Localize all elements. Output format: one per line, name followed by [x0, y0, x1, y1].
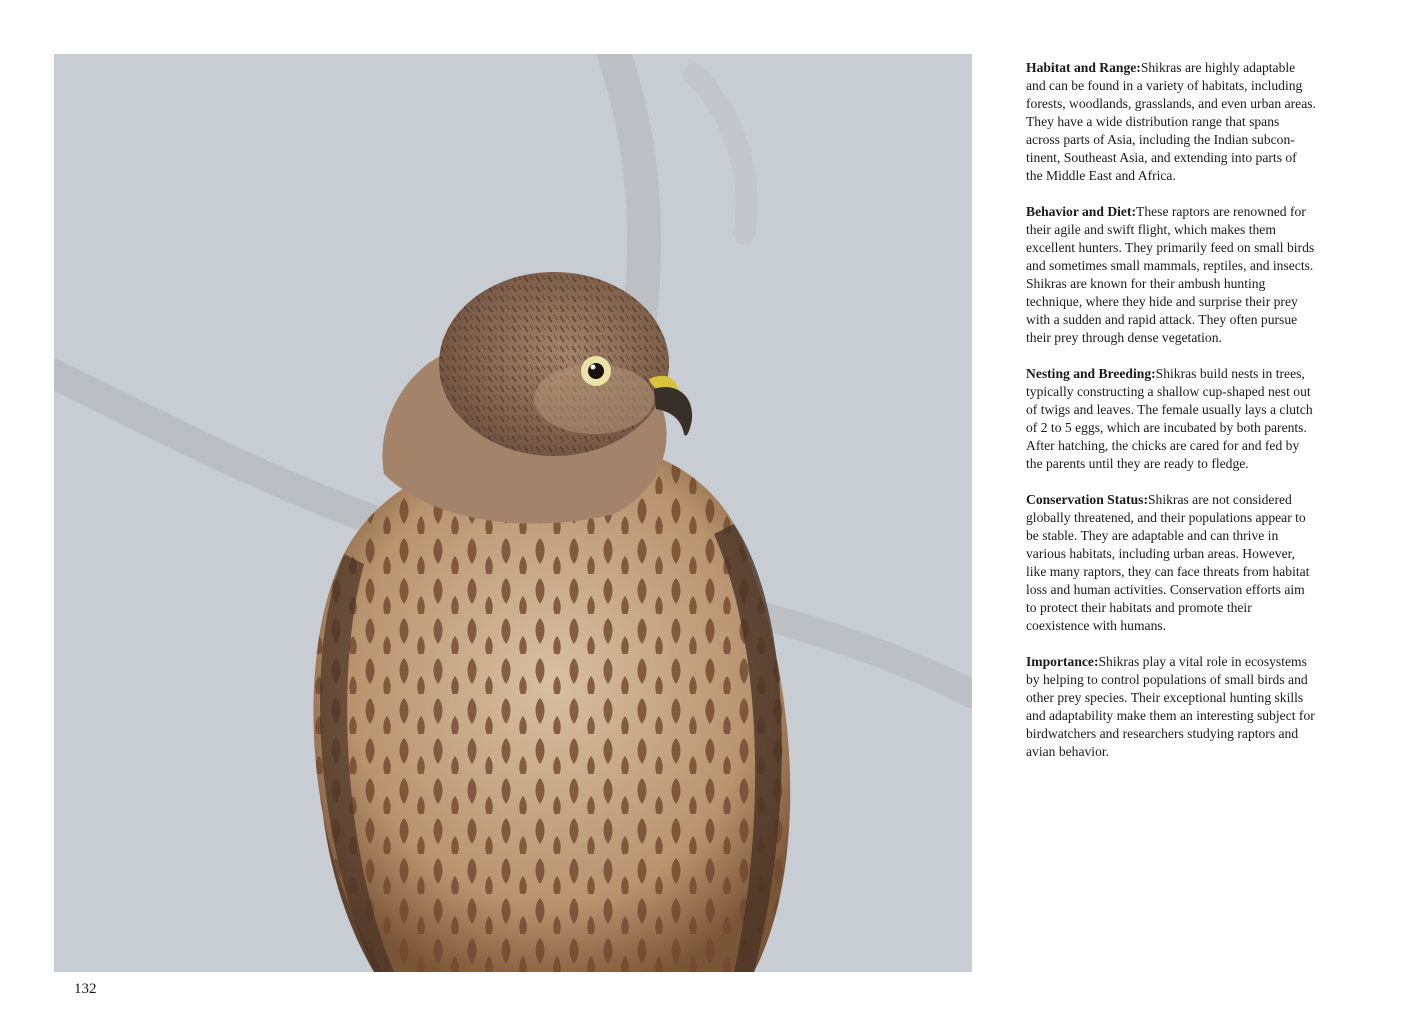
section-body: These raptors are renowned for their agile and swift flight, which makes them excellent hunters. They primarily feed on small birds and sometimes small mammals, reptiles, and insects. Shikras are known for their ambush hunting technique, where they hide and surprise their prey with a sudden and rapid attack. They often pursue their prey through dense vegetation. [1026, 204, 1315, 345]
section-heading: Behavior and Diet: [1026, 204, 1137, 219]
section-heading: Conservation Status: [1026, 492, 1148, 507]
shikra-illustration [54, 54, 972, 972]
shikra-photo [54, 54, 972, 972]
section-body: Shikras are highly adaptable and can be found in a variety of habitats, including forests, woodlands, grasslands, and even urban areas. They have a wide distribution range that spans across parts of Asia, including the Indian subcontinent, Southeast Asia, and extending into parts of the Middle East and Africa. [1026, 60, 1316, 183]
section-body: Shikras build nests in trees, typically constructing a shallow cup-shaped nest out of twigs and leaves. The female usually lays a clutch of 2 to 5 eggs, which are incubated by both parents. After hatching, the chicks are cared for and fed by the parents until they are ready to fledge. [1026, 366, 1313, 471]
text-column [1026, 59, 1316, 779]
section-importance [1026, 653, 1316, 761]
section-behavior [1026, 203, 1316, 347]
section-conservation [1026, 491, 1316, 635]
section-heading: Nesting and Breeding: [1026, 366, 1156, 381]
section-body: Shikras play a vital role in ecosystems by helping to control populations of small birds and other prey species. Their exceptional hunting skills and adaptability make them an interesting subject for birdwatchers and researchers studying raptors and avian behavior. [1026, 654, 1315, 759]
section-body: Shikras are not considered globally threatened, and their populations appear to be stable. They are adaptable and can thrive in various habitats, including urban areas. However, like many raptors, they can face threats from habitat loss and human activities. Conservation efforts aim to protect their habitats and promote their coexistence with humans. [1026, 492, 1310, 633]
section-heading: Habitat and Range: [1026, 60, 1141, 75]
section-nesting [1026, 365, 1316, 473]
section-heading: Importance: [1026, 654, 1099, 669]
section-habitat [1026, 59, 1316, 185]
page-number: 132 [74, 981, 97, 997]
